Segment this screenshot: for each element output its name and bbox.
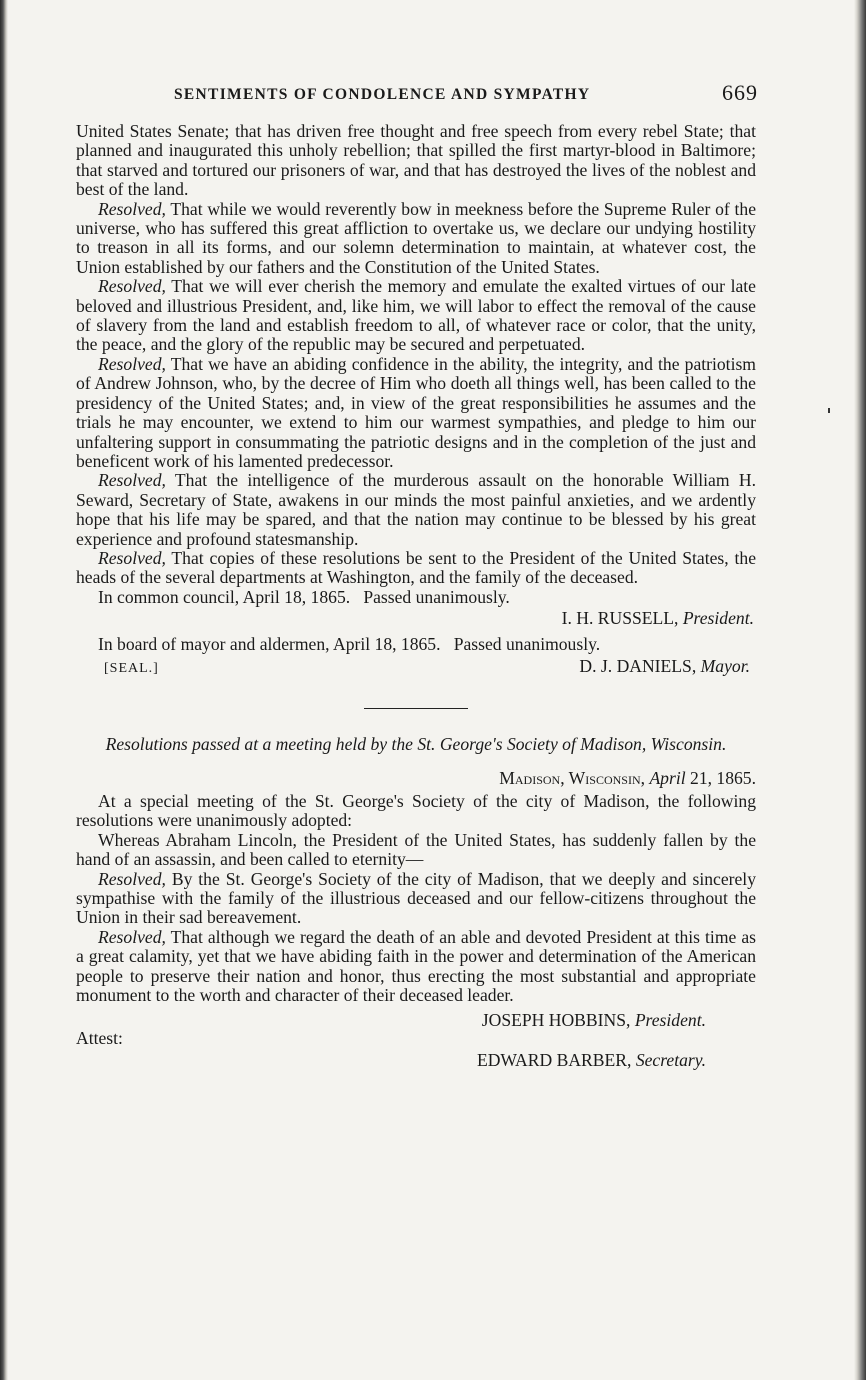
dateline — [76, 769, 756, 788]
board-signer: D. J. DANIELS, — [579, 655, 697, 676]
resolved-lead: Resolved, — [98, 926, 166, 947]
paragraph-7: At a special meeting of the St. George's Society of the city of Madison, the following resolutions were unanimously adopted: — [76, 790, 756, 831]
paragraph-9: Resolved, By the St. George's Society of the city of Madison, that we deeply and sincerely sympathise with the family of the illustrious deceased and our fellow-citizens throughout the Union in their sad bereavement. — [76, 868, 756, 928]
running-head — [76, 82, 756, 112]
page-edge-left — [0, 0, 8, 1380]
section-madison-council — [76, 122, 756, 680]
president-name: JOSEPH HOBBINS, — [481, 1010, 631, 1031]
resolved-lead: Resolved, — [98, 353, 166, 374]
board-role: Mayor. — [700, 655, 750, 676]
resolved-lead: Resolved, — [98, 470, 166, 491]
attest-block — [76, 1009, 756, 1083]
council-role: President. — [682, 608, 754, 629]
seal: [SEAL.] — [104, 660, 159, 676]
scan-mark — [828, 408, 830, 413]
dateline-month: April — [649, 767, 686, 788]
resolved-lead: Resolved, — [98, 547, 166, 568]
resolved-lead: Resolved, — [98, 198, 166, 219]
section-divider — [364, 708, 468, 710]
dateline-rest: 21, 1865. — [690, 767, 756, 788]
dateline-place: Madison, Wisconsin, — [499, 767, 646, 788]
board-signature-row — [76, 655, 756, 680]
resolved-lead: Resolved, — [98, 276, 166, 297]
board-line: In board of mayor and aldermen, April 18, 1865. Passed unanimously. — [98, 634, 601, 655]
paragraph-3: Resolved, That we will ever cherish the memory and emulate the exalted virtues of our late beloved and illustrious President, and, like him, we will labor to effect the removal of the cause of slavery from the land and establish freedom to all, of whatever race or color, that the unity, the peace, and the glory of the republic may be secured and perpetuated. — [76, 276, 756, 355]
section-heading: Resolutions passed at a meeting held by the St. George's Society of Madison, Wisconsin. — [105, 734, 727, 755]
paragraph-6: Resolved, That copies of these resolutions be sent to the President of the United States, the heads of the several departments at Washington, and the family of the deceased. — [76, 547, 756, 588]
board-signature — [579, 655, 750, 677]
paragraph-1: United States Senate; that has driven free thought and free speech from every rebel State; that planned and inaugurated this unholy rebellion; that spilled the first martyr-blood in Baltimore; that starved and tortured our prisoners of war, and that has destroyed the lives of the noblest and best of the land. — [76, 121, 756, 200]
attest-row — [76, 1009, 756, 1083]
paragraph-2: Resolved, That while we would reverently bow in meekness before the Supreme Ruler of the universe, who has suffered this great affliction to overtake us, we declare our undying hostility to treason in all its forms, and our solemn determination to maintain, at whatever cost, the Union established by our fathers and the Constitution of the United States. — [76, 198, 756, 277]
paragraph-4: Resolved, That we have an abiding confidence in the ability, the integrity, and the patriotism of Andrew Johnson, who, by the decree of Him who doeth all things well, has been called to the presidency of the United States; and, in view of the great responsibilities he assumes and the trials he may encounter, we extend to him our warmest sympathies, and pledge to him our unfaltering support in consummating the patriotic designs and in the completion of the just and beneficent work of his lamented predecessor. — [76, 353, 756, 471]
attest-signatures — [477, 1009, 706, 1083]
page-number: 669 — [722, 80, 758, 105]
council-signature — [76, 607, 754, 629]
running-title: SENTIMENTS OF CONDOLENCE AND SYMPATHY — [174, 86, 591, 103]
paragraph-8: Whereas Abraham Lincoln, the President of the United States, has suddenly fallen by the hand of an assassin, and been called to eternity— — [76, 829, 756, 870]
council-signer: I. H. RUSSELL, — [561, 608, 679, 629]
president-role: President. — [634, 1010, 706, 1031]
attest-label: Attest: — [76, 1028, 123, 1049]
section-st-georges-society — [76, 735, 756, 1083]
secretary-signature — [477, 1049, 706, 1071]
paragraph-5: Resolved, That the intelligence of the murderous assault on the honorable William H. Seward, Secretary of State, awakens in our minds the most painful anxieties, and we ardently hope that his life may be spared, and that the nation may continue to be blessed by his great experience and profound statesmanship. — [76, 470, 756, 549]
resolved-lead: Resolved, — [98, 868, 166, 889]
paragraph-10: Resolved, That although we regard the death of an able and devoted President at this time as a great calamity, yet that we have abiding faith in the power and determination of the American people to preserve their nation and honor, thus erecting the most substantial and appropriate monument to the worth and character of their deceased leader. — [76, 926, 756, 1006]
council-line: In common council, April 18, 1865. Passed unanimously. — [98, 586, 510, 607]
page — [76, 82, 756, 1083]
secretary-role: Secretary. — [635, 1050, 706, 1071]
secretary-name: EDWARD BARBER, — [476, 1050, 632, 1071]
page-edge-right — [854, 0, 866, 1380]
president-signature — [477, 1009, 706, 1031]
